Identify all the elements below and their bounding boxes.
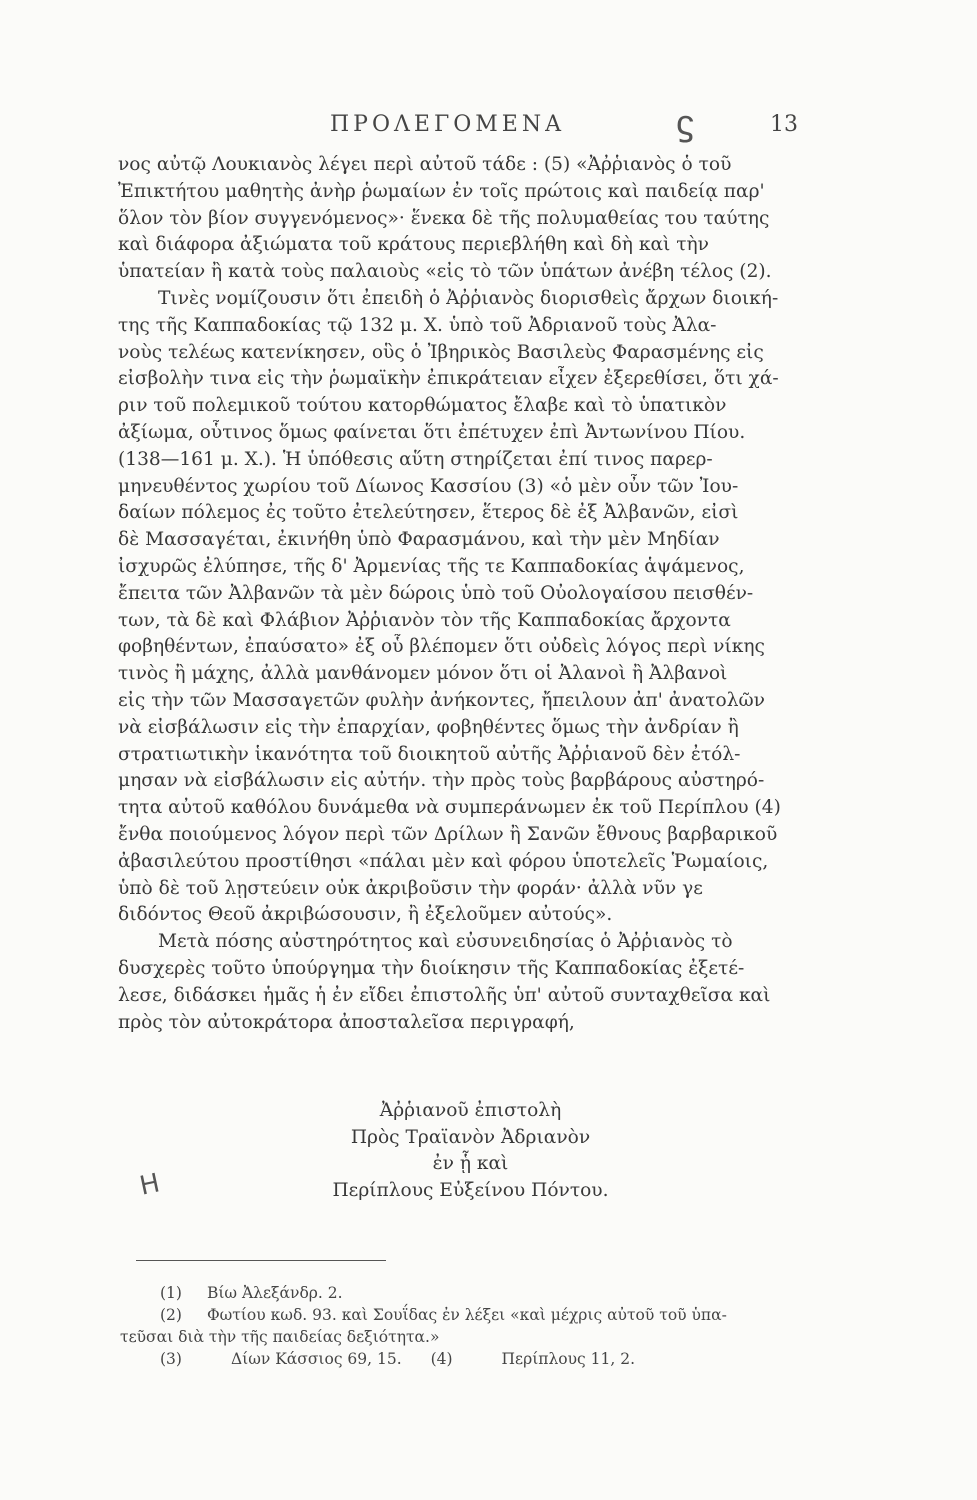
footnote-2	[160, 1304, 820, 1326]
running-title: ΠΡΟΛΕΓΟΜΕΝΑ	[330, 112, 565, 137]
text-line: ἔνθα ποιούμενος λόγον περὶ τῶν Δρίλων ἢ Σανῶν ἔθνους βαρβαρικοῦ	[118, 823, 778, 845]
text-line: καὶ διάφορα ἀξιώματα τοῦ κράτους περιεβλήθη καὶ δὴ καὶ τὴν	[118, 234, 709, 256]
text-line: ὑπὸ δὲ τοῦ λῃστεύειν οὐκ ἀκριβοῦσιν τὴν φοράν· ἀλλὰ νῦν γε	[118, 877, 703, 899]
footnote-2-continuation: τεῦσαι διὰ τὴν τῆς παιδείας δεξιότητα.»	[120, 1328, 440, 1346]
text-line: των, τὰ δὲ καὶ Φλάβιον Ἀῤῥιανὸν τὸν τῆς Καππαδοκίας ἄρχοντα	[118, 609, 731, 631]
text-line: ἀξίωμα, οὗτινος ὅμως φαίνεται ὅτι ἐπέτυχεν ἐπὶ Ἀντωνίνου Πίου.	[118, 421, 746, 443]
footnote-text: Βίω Ἀλεξάνδρ. 2.	[206, 1284, 343, 1302]
page-number: 13	[770, 112, 798, 137]
text-line: νος αὐτῷ Λουκιανὸς λέγει περὶ αὐτοῦ τάδε : (5) «Ἀῤῥιανὸς ὁ τοῦ	[118, 154, 732, 175]
body-text	[118, 152, 823, 1036]
text-line: στρατιωτικὴν ἱκανότητα τοῦ διοικητοῦ αὐτῆς Ἀῤῥιανοῦ δὲν ἐτόλ-	[118, 743, 741, 765]
footnote-text: Περίπλους 11, 2.	[501, 1350, 636, 1368]
text-line: δυσχερὲς τοῦτο ὑπούργημα τὴν διοίκησιν τῆς Καππαδοκίας ἐξετέ-	[118, 957, 745, 979]
text-line: φοβηθέντων, ἐπαύσατο» ἐξ οὗ βλέπομεν ὅτι οὐδεὶς λόγος περὶ νίκης	[118, 636, 765, 658]
text-line: εἰς τὴν τῶν Μασσαγετῶν φυλὴν ἀνήκοντες, ἤπειλουν ἀπ' ἀνατολῶν	[118, 689, 765, 711]
letter-title-line: Πρὸς Τραϊανὸν Ἀδριανὸν	[350, 1126, 591, 1148]
text-line: μησαν νὰ εἰσβάλωσιν εἰς αὐτήν. τὴν πρὸς τοὺς βαρβάρους αὐστηρό-	[118, 770, 765, 792]
footnote-3-4	[160, 1348, 820, 1370]
text-line: της τῆς Καππαδοκίας τῷ 132 μ. Χ. ὑπὸ τοῦ Ἀδριανοῦ τοὺς Ἀλα-	[118, 314, 717, 336]
text-line: ἔπειτα τῶν Ἀλβανῶν τὰ μὲν δώροις ὑπὸ τοῦ Οὐολογαίσου πεισθέν-	[118, 582, 754, 604]
text-line: εἰσβολὴν τινα εἰς τὴν ῥωμαϊκὴν ἐπικράτειαν εἶχεν ἐξερεθίσει, ὅτι χά-	[118, 368, 779, 390]
text-line: ὅλον τὸν βίον συγγενόμενος»· ἕνεκα δὲ τῆς πολυμαθείας του ταύτης	[118, 207, 770, 229]
text-line: (138—161 μ. Χ.). Ἡ ὑπόθεσις αὕτη στηρίζεται ἐπί τινος παρερ-	[118, 448, 713, 470]
signature-mark: ϛ	[676, 103, 694, 144]
letter-title-line: Ἀῤῥιανοῦ ἐπιστολὴ	[379, 1100, 562, 1121]
footnote-1	[160, 1282, 820, 1304]
text-line: πρὸς τὸν αὐτοκράτορα ἀποσταλεῖσα περιγραφή,	[118, 1011, 575, 1033]
text-line: ἀβασιλεύτου προστίθησι «πάλαι μὲν καὶ φόρου ὑποτελεῖς Ῥωμαίοις,	[118, 850, 769, 872]
text-line: ὑπατείαν ἢ κατὰ τοὺς παλαιοὺς «εἰς τὸ τῶν ὑπάτων ἀνέβη τέλος (2).	[118, 261, 772, 283]
text-line: δαίων πόλεμος ἐς τοῦτο ἐτελεύτησεν, ἕτερος δὲ ἐξ Ἀλβανῶν, εἰσὶ	[118, 502, 739, 524]
letter-title-line: ἐν ᾗ καὶ	[432, 1153, 509, 1175]
letter-title-line: Περίπλους Εὐξείνου Πόντου.	[332, 1179, 609, 1201]
text-line: Τινὲς νομίζουσιν ὅτι ἐπειδὴ ὁ Ἀῤῥιανὸς διορισθεὶς ἄρχων διοική-	[158, 287, 779, 309]
footnote-mark: (2)	[160, 1306, 182, 1324]
text-line: μηνευθέντος χωρίου τοῦ Δίωνος Κασσίου (3) «ὁ μὲν οὖν τῶν Ἰου-	[118, 475, 739, 497]
footnote-divider	[136, 1260, 386, 1261]
text-line: ἰσχυρῶς ἐλύπησε, τῆς δ' Ἀρμενίας τῆς τε Καππαδοκίας ἁψάμενος,	[118, 555, 745, 577]
text-line: Μετὰ πόσης αὐστηρότητος καὶ εὐσυνειδησίας ὁ Ἀῤῥιανὸς τὸ	[158, 931, 733, 953]
text-line: λεσε, διδάσκει ἡμᾶς ἡ ἐν εἴδει ἐπιστολῆς ὑπ' αὐτοῦ συνταχθεῖσα καὶ	[118, 984, 771, 1006]
text-line: ριν τοῦ πολεμικοῦ τούτου κατορθώματος ἔλαβε καὶ τὸ ὑπατικὸν	[118, 395, 727, 417]
letter-title	[118, 1098, 823, 1204]
text-line: δὲ Μασσαγέται, ἐκινήθη ὑπὸ Φαρασμάνου, καὶ τὴν μὲν Μηδίαν	[118, 529, 720, 551]
footnote-text: Φωτίου κωδ. 93. καὶ Σουΐδας ἐν λέξει «καὶ μέχρις αὐτοῦ τοῦ ὑπα-	[206, 1306, 727, 1324]
text-line: τητα αὐτοῦ καθόλου δυνάμεθα νὰ συμπεράνωμεν ἐκ τοῦ Περίπλου (4)	[118, 797, 781, 819]
handwritten-margin-note: Η	[137, 1168, 163, 1202]
footnote-text: Δίων Κάσσιος 69, 15.	[230, 1350, 402, 1368]
text-line: Ἐπικτήτου μαθητὴς ἀνὴρ ῥωμαίων ἐν τοῖς πρώτοις καὶ παιδείᾳ παρ'	[118, 180, 765, 202]
text-line: νοὺς τελέως κατενίκησεν, οὓς ὁ Ἰβηρικὸς Βασιλεὺς Φαρασμένης εἰς	[118, 341, 764, 363]
text-line: νὰ εἰσβάλωσιν εἰς τὴν ἐπαρχίαν, φοβηθέντες ὅμως τὴν ἀνδρίαν ἢ	[118, 716, 739, 738]
footnotes	[120, 1282, 820, 1370]
text-line: διδόντος Θεοῦ ἀκριβώσουσιν, ἢ ἐξελοῦμεν αὐτούς».	[118, 904, 613, 926]
footnote-mark: (3)	[160, 1350, 182, 1368]
footnote-mark: (4)	[430, 1350, 453, 1368]
text-line: τινὸς ἢ μάχης, ἀλλὰ μανθάνομεν μόνον ὅτι οἱ Ἀλανοὶ ἢ Ἀλβανοὶ	[118, 663, 728, 685]
footnote-mark: (1)	[160, 1284, 182, 1302]
